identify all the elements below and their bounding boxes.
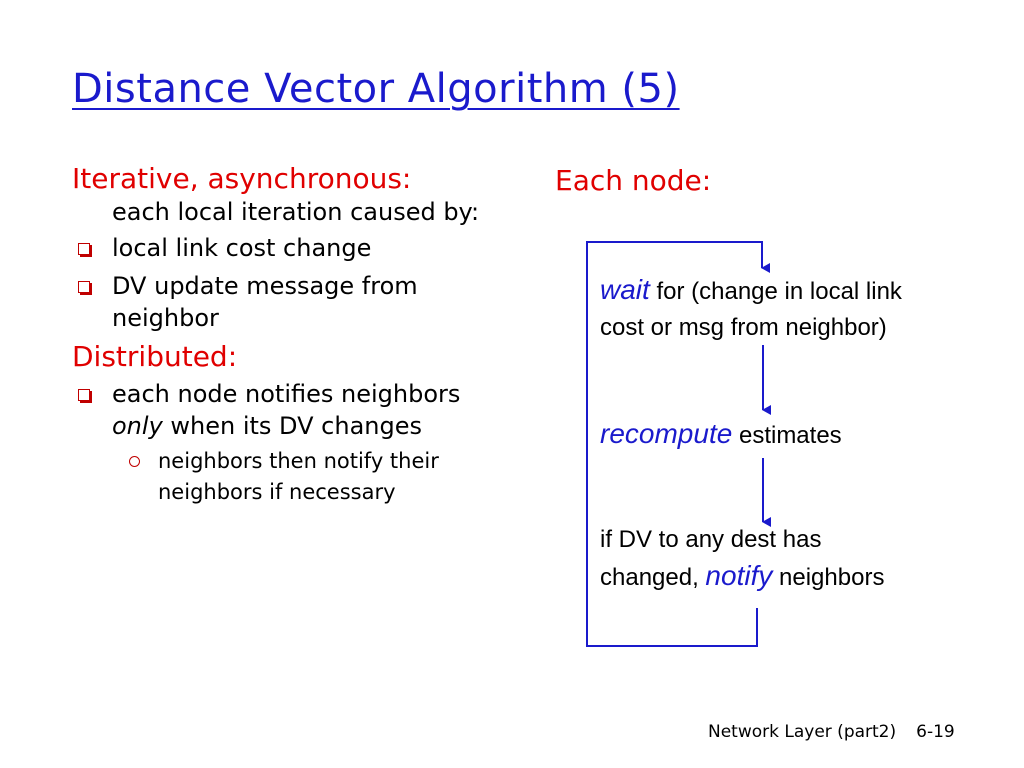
heading-distributed: Distributed: (72, 340, 238, 373)
bullet-text: local link cost change (112, 234, 372, 262)
notify-text-2-after: neighbors (772, 564, 885, 591)
step-wait (600, 272, 902, 346)
wait-text-1: for (change in local link (649, 278, 902, 305)
slide-footer (708, 722, 955, 742)
recompute-keyword: recompute (600, 418, 733, 449)
heading-iterative: Iterative, asynchronous: (72, 162, 412, 195)
slide-title: Distance Vector Algorithm (5) (72, 66, 680, 112)
bullet-text-italic: only (112, 412, 163, 440)
notify-keyword: notify (705, 560, 773, 591)
step-recompute (600, 416, 842, 454)
intro-text: each local iteration caused by: (112, 198, 480, 226)
page-number: 6-19 (916, 722, 955, 742)
sub-bullet-text: neighbors then notify their neighbors if necessary (158, 449, 439, 504)
wait-keyword: wait (600, 274, 650, 305)
wait-text-2: cost or msg from neighbor) (600, 314, 887, 341)
footer-label: Network Layer (part2) (708, 722, 897, 742)
bullet-text-before: each node notifies neighbors (112, 380, 461, 408)
each-node-heading: Each node: (555, 164, 712, 197)
recompute-text: estimates (732, 422, 842, 449)
notify-text-2-before: changed, (600, 564, 706, 591)
bullet-text-after: when its DV changes (162, 412, 422, 440)
step-notify (600, 522, 884, 596)
bullet-text: DV update message from neighbor (112, 272, 418, 332)
notify-text-1: if DV to any dest has (600, 526, 822, 553)
